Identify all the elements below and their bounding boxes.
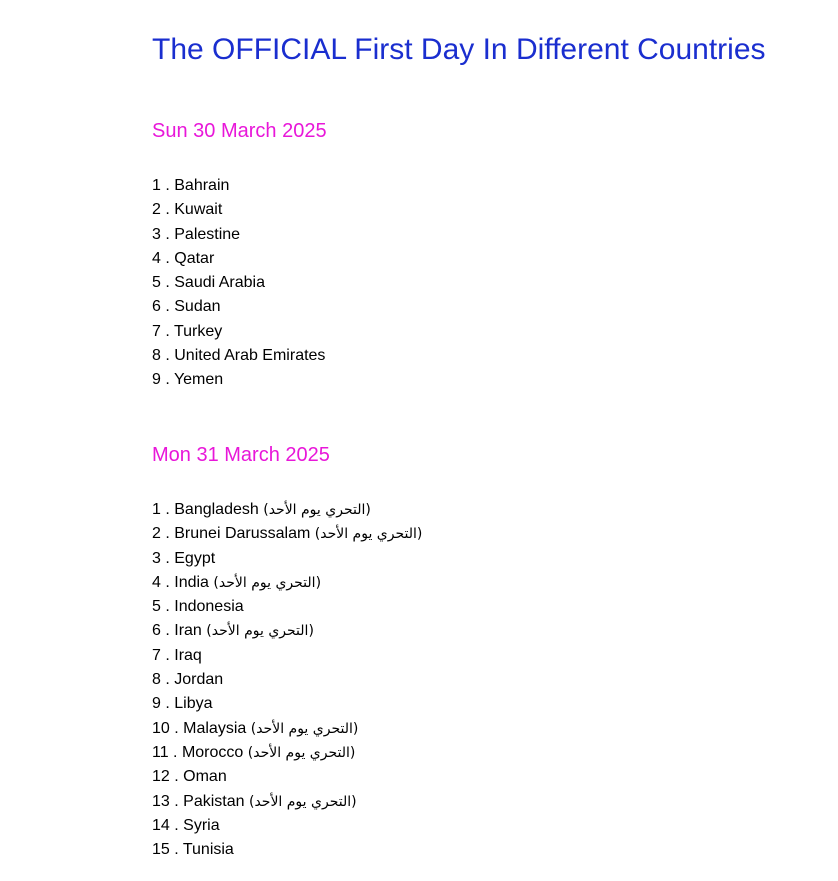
list-item-number: 8 (152, 671, 161, 689)
country-name: Malaysia (183, 719, 247, 737)
list-item: 5 . Saudi Arabia (152, 274, 265, 292)
section-heading: Mon 31 March 2025 (152, 444, 330, 466)
section-mon-31-march (152, 443, 422, 862)
list-item-number: 14 (152, 816, 170, 834)
country-name: Iraq (174, 646, 202, 664)
list-item: 7 . Iraq (152, 646, 202, 664)
country-name: Morocco (181, 743, 244, 761)
list-item: 2 . Brunei Darussalam (التحري يوم الأحد) (152, 525, 423, 543)
list-item-number: 9 (152, 371, 161, 389)
list-item-number: 7 (152, 646, 161, 664)
list-item: 8 . Jordan (152, 671, 224, 689)
country-name: Tunisia (182, 841, 234, 859)
list-item: 3 . Egypt (152, 549, 216, 567)
country-list (152, 174, 327, 393)
list-item: 4 . Qatar (152, 249, 215, 267)
list-item: 15 . Tunisia (152, 841, 234, 859)
list-item: 1 . Bangladesh (التحري يوم الأحد) (152, 501, 371, 518)
sighting-note: (التحري يوم الأحد) (263, 502, 371, 518)
sighting-note: (التحري يوم الأحد) (314, 526, 423, 543)
section-heading: Sun 30 March 2025 (152, 120, 327, 142)
country-name: Turkey (173, 322, 223, 340)
list-item: 10 . Malaysia (التحري يوم الأحد) (152, 719, 359, 737)
country-name: Oman (183, 768, 227, 786)
page-title: The OFFICIAL First Day In Different Countries (152, 33, 766, 66)
country-name: Qatar (174, 249, 215, 267)
sighting-note: (التحري يوم الأحد) (248, 793, 357, 810)
list-item: 7 . Turkey (152, 322, 223, 340)
list-item: 9 . Yemen (152, 371, 224, 389)
list-item-number: 2 (152, 525, 161, 543)
country-name: Indonesia (174, 598, 244, 616)
list-item: 12 . Oman (152, 768, 227, 786)
list-item-number: 1 (152, 177, 161, 194)
list-item-number: 13 (152, 792, 170, 810)
sighting-note: (التحري يوم الأحد) (206, 623, 314, 640)
country-name: Palestine (174, 225, 241, 243)
list-item: 5 . Indonesia (152, 598, 244, 616)
list-item-number: 3 (152, 225, 161, 243)
list-item: 9 . Libya (152, 695, 213, 713)
country-name: Kuwait (174, 201, 223, 219)
list-item-number: 4 (152, 249, 161, 267)
country-name: Iran (174, 622, 202, 640)
country-name: United Arab Emirates (174, 347, 326, 365)
list-item-number: 1 (152, 501, 161, 518)
sighting-note: (التحري يوم الأحد) (247, 744, 356, 761)
list-item: 4 . India (التحري يوم الأحد) (152, 573, 322, 591)
section-sun-30-march (152, 119, 327, 393)
list-item-number: 11 (152, 743, 169, 761)
country-name: Syria (183, 816, 220, 834)
list-item-number: 12 (152, 768, 170, 786)
country-name: Saudi Arabia (174, 274, 265, 292)
country-name: Brunei Darussalam (174, 525, 311, 543)
country-name: Bangladesh (174, 501, 259, 518)
country-name: India (174, 573, 209, 591)
list-item-number: 3 (152, 549, 161, 567)
list-item-number: 10 (152, 719, 170, 737)
list-item: 13 . Pakistan (التحري يوم الأحد) (152, 792, 357, 810)
list-item-number: 6 (152, 298, 161, 316)
list-item-number: 7 (152, 322, 161, 340)
list-item-number: 15 (152, 841, 170, 859)
country-name: Bahrain (174, 177, 230, 194)
list-item: 8 . United Arab Emirates (152, 347, 326, 365)
country-name: Jordan (174, 671, 224, 689)
country-name: Yemen (173, 371, 224, 389)
list-item-number: 2 (152, 201, 161, 219)
list-item-number: 8 (152, 347, 161, 365)
list-item: 14 . Syria (152, 816, 220, 834)
list-item: 3 . Palestine (152, 225, 241, 243)
list-item: 11 . Morocco (التحري يوم الأحد) (152, 743, 356, 761)
country-name: Pakistan (183, 792, 245, 810)
list-item: 6 . Sudan (152, 298, 221, 316)
list-item: 2 . Kuwait (152, 201, 223, 219)
list-item-number: 9 (152, 695, 161, 713)
sighting-note: (التحري يوم الأحد) (250, 720, 359, 737)
country-name: Libya (174, 695, 213, 713)
list-item-number: 6 (152, 622, 161, 640)
country-name: Sudan (174, 298, 221, 316)
list-item-number: 5 (152, 274, 161, 292)
country-name: Egypt (174, 549, 216, 567)
list-item-number: 4 (152, 573, 161, 591)
list-item-number: 5 (152, 598, 161, 616)
sighting-note: (التحري يوم الأحد) (213, 574, 322, 591)
country-list (152, 498, 422, 862)
list-item: 6 . Iran (التحري يوم الأحد) (152, 622, 314, 640)
list-item: 1 . Bahrain (152, 177, 230, 194)
